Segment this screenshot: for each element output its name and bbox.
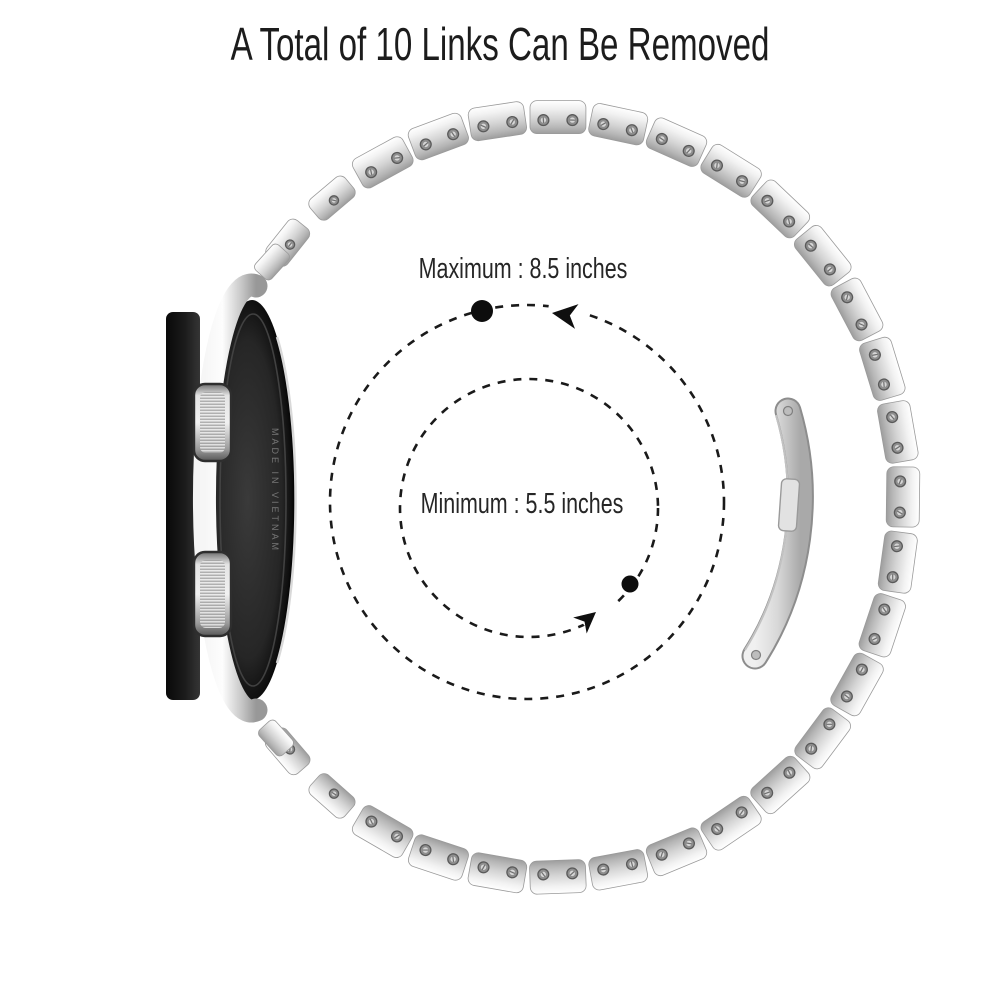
link-screw [891, 540, 903, 552]
band-link [698, 142, 764, 200]
band-link [350, 134, 416, 190]
band-link [644, 826, 709, 878]
maximum-size-label: Maximum : 8.5 inches [418, 253, 628, 285]
band-link [306, 771, 358, 821]
page-title: A Total of 10 Links Can Be Removed [230, 18, 770, 70]
band-link [467, 852, 528, 894]
band-link [529, 859, 586, 894]
watch-button-bottom [194, 552, 231, 636]
link-screw [567, 868, 578, 879]
band-link [828, 651, 886, 719]
band-link [644, 116, 709, 169]
band-link [792, 705, 853, 772]
band-link [886, 467, 920, 527]
watch-engraving: MADE IN VIETNAM [270, 428, 280, 554]
link-screw [538, 115, 549, 126]
band-link [829, 276, 886, 344]
band-link [406, 111, 470, 162]
watch-button-top [194, 384, 231, 461]
link-screw [538, 869, 549, 880]
band-link [306, 173, 358, 223]
band-link [748, 177, 813, 241]
link-screw [895, 476, 906, 487]
band-link [876, 400, 919, 465]
band-link [792, 223, 854, 289]
inner-dot-marker [622, 576, 639, 593]
band-link [350, 803, 416, 860]
clasp-hinge-pin [752, 651, 761, 660]
clasp-buckle [778, 478, 800, 531]
link-screw [894, 507, 905, 518]
link-screw [887, 571, 899, 583]
watch [166, 242, 296, 758]
band-link [467, 101, 527, 142]
minimum-size-label: Minimum : 5.5 inches [420, 488, 624, 520]
clasp-hinge-pin [784, 407, 793, 416]
band-link [877, 530, 918, 594]
band-link [587, 102, 649, 146]
band-link [857, 592, 907, 659]
band-link [748, 753, 813, 816]
band-link [588, 848, 649, 891]
link-screw [567, 115, 578, 126]
band-link [407, 833, 471, 882]
arrow-gap-mask [574, 591, 621, 637]
band-link [530, 101, 586, 134]
clasp [745, 407, 800, 660]
band-link [698, 794, 764, 853]
band-link [858, 335, 907, 402]
outer-dot-marker [471, 300, 493, 322]
